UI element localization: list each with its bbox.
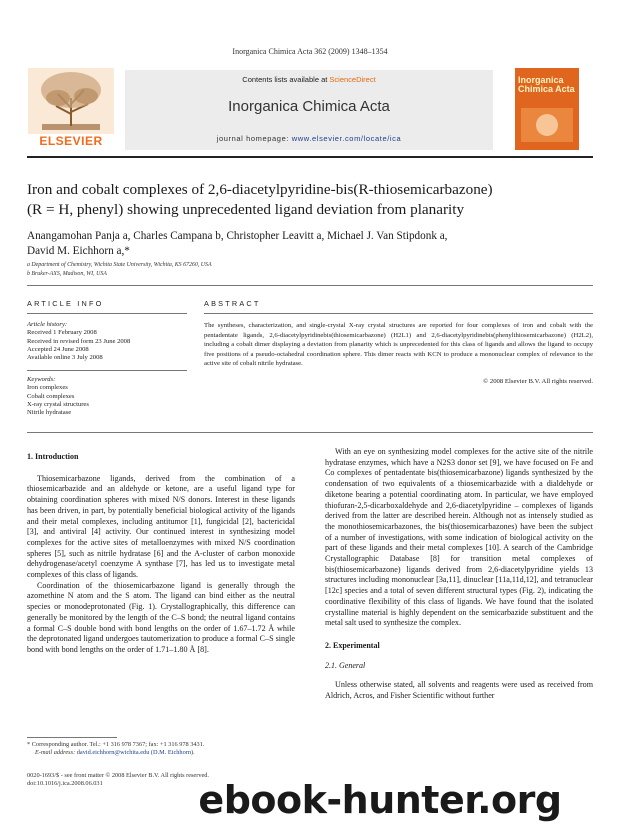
keywords-label: Keywords: — [27, 376, 56, 383]
section-heading-experimental: 2. Experimental — [325, 640, 380, 650]
section-heading-introduction: 1. Introduction — [27, 452, 79, 461]
title-line-1: Iron and cobalt complexes of 2,6-diacetylpyridine-bis(R-thiosemicarbazone) — [27, 181, 493, 198]
email-link[interactable]: david.eichhorn@wichita.edu (D.M. Eichhorn). — [76, 749, 195, 756]
watermark: ebook-hunter.org — [198, 778, 562, 822]
title-line-2: (R = H, phenyl) showing unprecedented ligand deviation from planarity — [27, 201, 465, 218]
author-list — [27, 229, 593, 259]
article-title — [27, 180, 593, 220]
corresponding-author-note: * Corresponding author. Tel.: +1 316 978 7367; fax: +1 316 978 3431. — [27, 741, 205, 748]
journal-homepage — [125, 134, 493, 143]
history-item: Received 1 February 2008 — [27, 329, 97, 337]
header-rule — [27, 156, 593, 158]
keyword-item: Cobalt complexes — [27, 392, 75, 400]
keyword-item: X-ray crystal structures — [27, 400, 89, 408]
authors-line-1: Anangamohan Panja a, Charles Campana b, Christopher Leavitt a, Michael J. Van Stipdonk a, — [27, 230, 448, 242]
subsection-heading-general: 2.1. General — [325, 660, 366, 670]
history-item: Received in revised form 23 June 2008 — [27, 337, 131, 345]
right-column — [325, 447, 593, 702]
divider-abstract — [204, 313, 593, 314]
homepage-link[interactable]: www.elsevier.com/locate/ica — [291, 134, 402, 143]
left-column — [27, 452, 295, 656]
affiliation-a: a Department of Chemistry, Wichita State University, Wichita, KS 67260, USA — [27, 262, 212, 268]
intro-paragraph-3: With an eye on synthesizing model complexes for the active site of the nitrile hydratase enzymes, which have a N2S3 donor set [9], we have focused on Fe and Co complexes of pentadentate bis(thiosemicarbazone) ligands synthesized by the condensation of two equivalents of a thiosemicarbazide with a dialdehyde or diketone bearing a potential coordinating atom. In particular, we have employed thiofuran-2,5-dicarboxaldehyde and 2,6-diacetylpyridine – complexes of ligands derived from the latter are described herein. Although not as intensely studied as the monothiosemicarbazones, the bis(thiosemicarbazones) have been the subject of a number of investigations, with some indication of biological activity on the part of these ligands and their metal complexes [10]. A search of the Cambridge Crystallographic Database [8] for transition metal complexes of bis(thiosemicarbazone) ligands derived from 2,6-diacetylpyridine yields 13 structures including mononuclear [3a,11], dinuclear [11a,11d,12], and tetranuclear [12c] species and a total of seven different structural types (Fig. 2), indicating the coordinative flexibility of this class of ligands. We have found that the isolated crystalline material is highly dependent on the semicarbazide substituent and the metal salt used to synthesize the complex. — [325, 447, 593, 628]
article-history — [27, 321, 192, 362]
contents-line — [125, 75, 493, 84]
authors-line-2: David M. Eichhorn a,* — [27, 245, 130, 257]
doi-line[interactable]: doi:10.1016/j.ica.2008.06.031 — [27, 780, 103, 787]
intro-paragraph-1: Thiosemicarbazone ligands, derived from the combination of a thiosemicarbazide and an aldehyde or ketone, are a useful ligand type for obtaining coordination spheres with mixed N/S donors. Interest in these ligands has been driven, in part, by potentially beneficial biological activity of the ligands and their metal complexes, including antitumor [1], fungicidal [2], bactericidal [3], and antiviral [4] activity. Our continued interest in synthesizing model complexes for the active sites of metalloenzymes with mixed N/S coordination spheres [5], such as nitrile hydratase [6] and the A-cluster of carbon monoxide dehydrogenase/acetyl coenzyme A synthase [7], has led us to investigate metal complexes of this class of ligands. — [27, 473, 295, 580]
affiliations — [27, 261, 593, 279]
keyword-item: Nitrile hydratase — [27, 409, 72, 417]
keywords — [27, 376, 192, 417]
journal-reference: Inorganica Chimica Acta 362 (2009) 1348–1354 — [232, 47, 388, 56]
affiliation-b: b Bruker-AXS, Madison, WI, USA — [27, 271, 107, 277]
email-label: E-mail address: — [35, 749, 76, 756]
general-paragraph: Unless otherwise stated, all solvents and reagents were used as received from Aldrich, Acros, and Fisher Scientific without further — [325, 680, 593, 701]
contents-prefix: Contents lists available at — [242, 75, 330, 84]
cover-graphic-icon — [515, 68, 579, 150]
footnote-rule — [27, 737, 117, 738]
abstract-heading: ABSTRACT — [204, 299, 261, 308]
abstract-body: The syntheses, characterization, and single-crystal X-ray crystal structures are reported for four complexes of iron and cobalt with the pentadentate ligands, 2,6-diacetylpyridinebis(thiosemicarbazone) (H2L1) and 2,6-diacetylpyridinebis(phenylthiosemicarbazone) (H2L2), including a cobalt dimer displaying a deviation from planarity which is unprecedented for this class of ligands and allows the ligand to occupy five positions of a pseudo-octahedral coordination sphere. This dimer reacts with KCN to produce a mononuclear complex of relevance to the active site of cobalt nitrile hydratase. — [204, 322, 593, 368]
elsevier-tree-icon — [28, 68, 114, 134]
divider-keywords — [27, 370, 187, 371]
publisher-logo-text: ELSEVIER — [39, 134, 103, 148]
journal-cover-image — [515, 68, 579, 150]
history-item: Available online 3 July 2008 — [27, 354, 103, 362]
homepage-prefix: journal homepage: — [216, 134, 292, 143]
abstract-copyright: © 2008 Elsevier B.V. All rights reserved. — [483, 378, 593, 385]
journal-name: Inorganica Chimica Acta — [228, 98, 390, 115]
divider-bottom — [27, 432, 593, 433]
sciencedirect-link[interactable]: ScienceDirect — [329, 75, 376, 84]
intro-paragraph-2: Coordination of the thiosemicarbazone ligand is generally through the azomethine N atom and the S atom. The ligand can bind either as the neutral species or monodeprotonated (Fig. 1). Crystallographically, this difference can generally be monitored by the length of the C–S bond; the neutral ligand contains a formal C–S double bond with bond lengths on the order of 1.67–1.72 Å while the deprotonated ligand undergoes tautomerization to produce a formal C–S single bond with bond lengths on the order of 1.71–1.80 Å [8]. — [27, 580, 295, 654]
footnote — [27, 741, 295, 757]
article-info-heading: ARTICLE INFO — [27, 299, 104, 308]
divider-info — [27, 313, 187, 314]
issn-line: 0020-1693/$ - see front matter © 2008 Elsevier B.V. All rights reserved. — [27, 772, 209, 779]
keyword-item: Iron complexes — [27, 384, 68, 392]
cover-title: Inorganica Chimica Acta — [518, 75, 575, 94]
divider-top — [27, 285, 593, 286]
history-item: Accepted 24 June 2008 — [27, 345, 89, 353]
history-label: Article history: — [27, 321, 68, 328]
